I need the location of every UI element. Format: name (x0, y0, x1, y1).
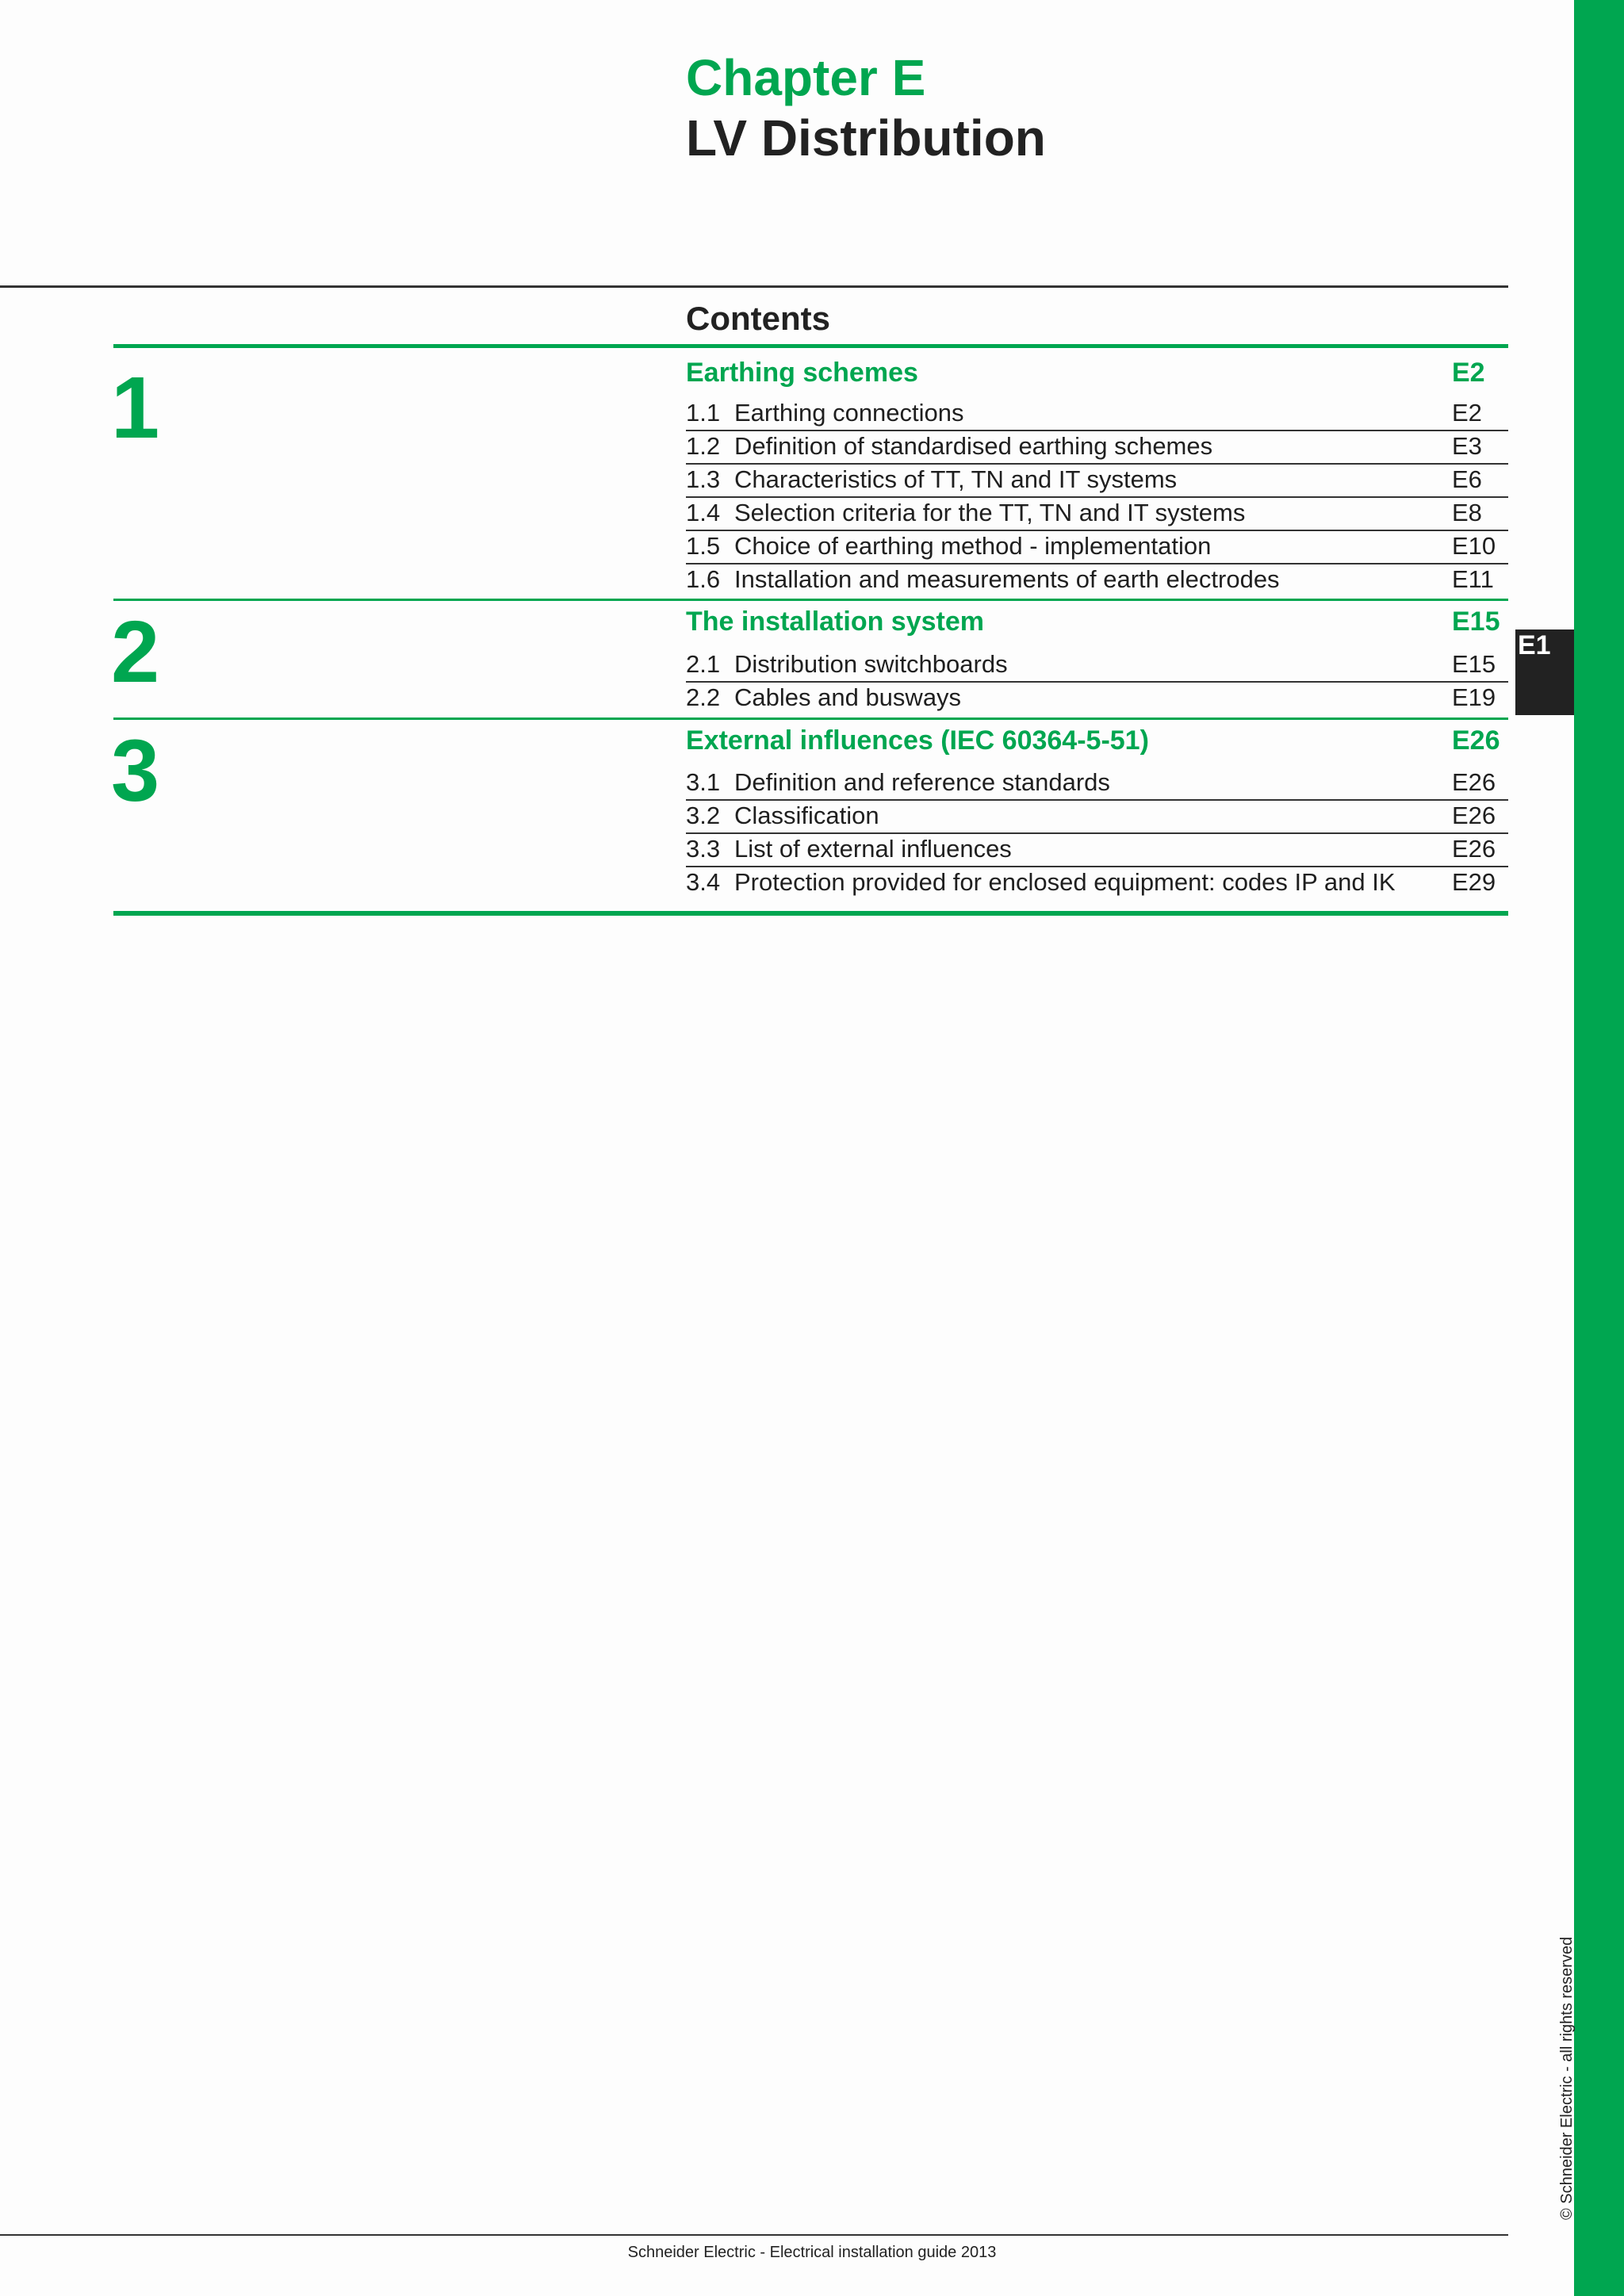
footer-divider (0, 2234, 1508, 2236)
toc-item-page: E26 (1452, 802, 1496, 829)
toc-item[interactable] (686, 530, 1508, 564)
toc-item-title: Characteristics of TT, TN and IT systems (734, 465, 1178, 493)
toc-item[interactable] (686, 681, 1508, 714)
section-number: 1 (111, 359, 160, 457)
toc-item-title: Selection criteria for the TT, TN and IT systems (734, 499, 1246, 526)
toc-item-title: Installation and measurements of earth electrodes (734, 565, 1280, 593)
toc-item-number: 1.2 (686, 432, 721, 460)
toc-item-page: E26 (1452, 835, 1496, 863)
toc-item-number: 3.1 (686, 768, 721, 796)
toc-item[interactable] (686, 799, 1508, 834)
contents-heading: Contents (686, 300, 830, 337)
section-title[interactable]: The installation system (686, 607, 984, 637)
toc-item[interactable] (686, 396, 1508, 431)
section-page[interactable]: E2 (1452, 358, 1485, 388)
toc-item[interactable] (686, 766, 1508, 801)
toc-item-number: 3.2 (686, 802, 721, 829)
toc-item-title: Cables and busways (734, 683, 962, 711)
toc-item-page: E2 (1452, 399, 1482, 427)
section-page[interactable]: E15 (1452, 607, 1500, 637)
toc-item-number: 1.1 (686, 399, 721, 427)
page-tab (1515, 629, 1574, 715)
section-divider (113, 718, 1508, 720)
toc-item-title: Definition and reference standards (734, 768, 1110, 796)
toc-item-number: 2.1 (686, 650, 721, 678)
chapter-label: Chapter E (686, 49, 926, 106)
section-divider (113, 599, 1508, 601)
copyright-notice: © Schneider Electric - all rights reserved (1558, 1936, 1576, 2220)
toc-item-number: 1.4 (686, 499, 721, 526)
toc-item-page: E29 (1452, 868, 1496, 896)
toc-item-page: E8 (1452, 499, 1482, 526)
section-divider (113, 344, 1508, 348)
toc-item[interactable] (686, 648, 1508, 683)
toc-item-title: Choice of earthing method - implementation (734, 532, 1212, 560)
toc-item[interactable] (686, 563, 1508, 596)
contents-end-divider (113, 911, 1508, 916)
side-green-bar (1574, 0, 1624, 2296)
toc-item-page: E6 (1452, 465, 1482, 493)
toc-item-number: 1.3 (686, 465, 721, 493)
toc-item-number: 3.3 (686, 835, 721, 863)
toc-item-number: 2.2 (686, 683, 721, 711)
top-divider (0, 285, 1508, 288)
toc-item-title: List of external influences (734, 835, 1012, 863)
section-number: 3 (111, 722, 160, 820)
chapter-header (686, 48, 1046, 168)
toc-item-page: E19 (1452, 683, 1496, 711)
section-page[interactable]: E26 (1452, 725, 1500, 756)
toc-item[interactable] (686, 463, 1508, 498)
toc-item-page: E26 (1452, 768, 1496, 796)
section-title[interactable]: External influences (IEC 60364-5-51) (686, 725, 1149, 756)
footer-text: Schneider Electric - Electrical installation guide 2013 (627, 2244, 997, 2261)
toc-item-title: Protection provided for enclosed equipment: codes IP and IK (734, 868, 1396, 896)
toc-item-title: Distribution switchboards (734, 650, 1008, 678)
toc-item-title: Earthing connections (734, 399, 964, 427)
page-tab-label: E1 (1518, 630, 1551, 660)
section-number: 2 (111, 603, 160, 701)
toc-item-number: 1.6 (686, 565, 721, 593)
toc-item[interactable] (686, 430, 1508, 465)
toc-item-number: 3.4 (686, 868, 721, 896)
toc-item-page: E10 (1452, 532, 1496, 560)
toc-item[interactable] (686, 496, 1508, 531)
toc-item-title: Definition of standardised earthing schemes (734, 432, 1213, 460)
section-title[interactable]: Earthing schemes (686, 358, 918, 388)
toc-item[interactable] (686, 866, 1508, 899)
toc-item[interactable] (686, 832, 1508, 867)
toc-item-page: E11 (1452, 565, 1494, 593)
chapter-title: LV Distribution (686, 109, 1046, 166)
toc-item-page: E15 (1452, 650, 1496, 678)
toc-item-title: Classification (734, 802, 879, 829)
toc-item-number: 1.5 (686, 532, 721, 560)
toc-item-page: E3 (1452, 432, 1482, 460)
